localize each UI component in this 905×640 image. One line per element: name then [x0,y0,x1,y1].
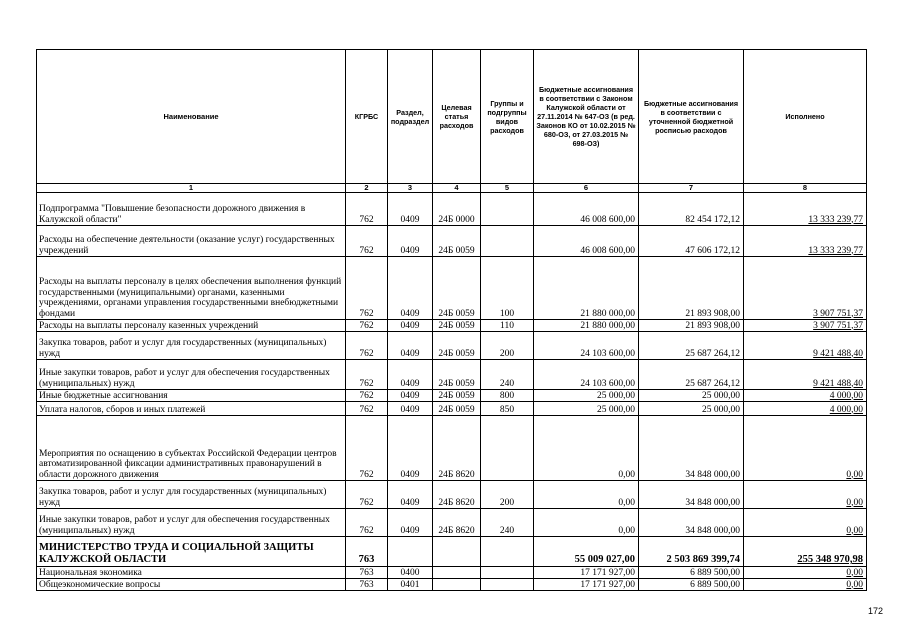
razdel-cell: 0409 [388,390,433,402]
expense-type-cell: 200 [481,481,534,509]
row-name: Мероприятия по оснащению в субъектах Российской Федерации центров автоматизированной фиксации административных правонарушений в области дорожного движения [37,416,346,481]
target-article-cell: 24Б 0059 [433,390,481,402]
row-name: Закупка товаров, работ и услуг для государственных (муниципальных) нужд [37,481,346,509]
razdel-cell: 0409 [388,332,433,360]
header-row [37,50,867,184]
razdel-cell: 0409 [388,402,433,416]
expense-type-cell: 240 [481,360,534,390]
executed-cell: 0,00 [744,509,867,537]
table-row [37,509,867,537]
target-article-cell [433,537,481,567]
budget-refined-cell: 2 503 869 399,74 [639,537,744,567]
row-name: МИНИСТЕРСТВО ТРУДА И СОЦИАЛЬНОЙ ЗАЩИТЫ КАЛУЖСКОЙ ОБЛАСТИ [37,537,346,567]
kgrbs-cell: 763 [346,567,388,579]
target-article-cell: 24Б 8620 [433,416,481,481]
budget-refined-cell: 25 687 264,12 [639,360,744,390]
kgrbs-cell: 762 [346,320,388,332]
executed-cell: 9 421 488,40 [744,332,867,360]
column-number: 8 [744,184,867,193]
budget-refined-cell: 6 889 500,00 [639,579,744,591]
kgrbs-cell: 762 [346,332,388,360]
executed-cell: 0,00 [744,481,867,509]
expense-type-cell [481,567,534,579]
target-article-cell: 24Б 0059 [433,257,481,320]
header-budget-refined: Бюджетные ассигнования в соответствии с уточненной бюджетной росписью расходов [639,50,744,184]
table-row [37,402,867,416]
row-name: Расходы на выплаты персоналу казенных учреждений [37,320,346,332]
expense-type-cell [481,226,534,257]
budget-refined-cell: 82 454 172,12 [639,193,744,226]
budget-law-cell: 0,00 [534,416,639,481]
kgrbs-cell: 762 [346,416,388,481]
budget-refined-cell: 6 889 500,00 [639,567,744,579]
target-article-cell: 24Б 0059 [433,226,481,257]
table-row [37,226,867,257]
budget-refined-cell: 25 000,00 [639,390,744,402]
kgrbs-cell: 763 [346,579,388,591]
kgrbs-cell: 762 [346,257,388,320]
row-name: Иные бюджетные ассигнования [37,390,346,402]
budget-table-page [36,49,866,591]
target-article-cell [433,579,481,591]
budget-refined-cell: 34 848 000,00 [639,509,744,537]
budget-law-cell: 24 103 600,00 [534,332,639,360]
budget-law-cell: 17 171 927,00 [534,579,639,591]
table-row [37,320,867,332]
table-row [37,567,867,579]
expense-type-cell: 100 [481,257,534,320]
row-name: Иные закупки товаров, работ и услуг для обеспечения государственных (муниципальных) нужд [37,509,346,537]
budget-refined-cell: 34 848 000,00 [639,481,744,509]
page-number: 172 [868,606,884,616]
budget-refined-cell: 25 687 264,12 [639,332,744,360]
budget-law-cell: 0,00 [534,509,639,537]
target-article-cell [433,567,481,579]
header-name: Наименование [37,50,346,184]
budget-law-cell: 21 880 000,00 [534,257,639,320]
budget-execution-table [36,49,867,591]
budget-law-cell: 17 171 927,00 [534,567,639,579]
column-number: 3 [388,184,433,193]
row-name: Подпрограмма "Повышение безопасности дорожного движения в Калужской области" [37,193,346,226]
target-article-cell: 24Б 0059 [433,332,481,360]
razdel-cell: 0409 [388,509,433,537]
table-body [37,193,867,591]
budget-law-cell: 25 000,00 [534,390,639,402]
column-number: 4 [433,184,481,193]
expense-type-cell: 200 [481,332,534,360]
executed-cell: 255 348 970,98 [744,537,867,567]
budget-refined-cell: 21 893 908,00 [639,257,744,320]
razdel-cell: 0400 [388,567,433,579]
column-number: 2 [346,184,388,193]
row-name: Расходы на обеспечение деятельности (оказание услуг) государственных учреждений [37,226,346,257]
row-name: Закупка товаров, работ и услуг для государственных (муниципальных) нужд [37,332,346,360]
executed-cell: 9 421 488,40 [744,360,867,390]
executed-cell: 4 000,00 [744,390,867,402]
table-row [37,579,867,591]
expense-type-cell: 800 [481,390,534,402]
target-article-cell: 24Б 0000 [433,193,481,226]
table-row [37,390,867,402]
budget-law-cell: 21 880 000,00 [534,320,639,332]
executed-cell: 0,00 [744,567,867,579]
table-row [37,257,867,320]
header-kgrbs: КГРБС [346,50,388,184]
table-row [37,416,867,481]
kgrbs-cell: 762 [346,402,388,416]
target-article-cell: 24Б 8620 [433,481,481,509]
column-number: 5 [481,184,534,193]
expense-type-cell [481,416,534,481]
table-row [37,332,867,360]
razdel-cell [388,537,433,567]
row-name: Общеэкономические вопросы [37,579,346,591]
table-row [37,360,867,390]
expense-type-cell [481,193,534,226]
row-name: Национальная экономика [37,567,346,579]
kgrbs-cell: 762 [346,481,388,509]
executed-cell: 4 000,00 [744,402,867,416]
razdel-cell: 0409 [388,226,433,257]
budget-law-cell: 0,00 [534,481,639,509]
expense-type-cell: 110 [481,320,534,332]
budget-refined-cell: 34 848 000,00 [639,416,744,481]
budget-refined-cell: 25 000,00 [639,402,744,416]
razdel-cell: 0409 [388,193,433,226]
header-budget-law: Бюджетные ассигнования в соответствии с Законом Калужской области от 27.11.2014 № 647-ОЗ (в ред. Законов КО от 10.02.2015 № 680-ОЗ, от 27.03.2015 № 698-ОЗ) [534,50,639,184]
expense-type-cell: 850 [481,402,534,416]
expense-type-cell: 240 [481,509,534,537]
kgrbs-cell: 763 [346,537,388,567]
executed-cell: 0,00 [744,579,867,591]
column-number: 7 [639,184,744,193]
budget-law-cell: 25 000,00 [534,402,639,416]
executed-cell: 13 333 239,77 [744,226,867,257]
budget-law-cell: 24 103 600,00 [534,360,639,390]
razdel-cell: 0409 [388,481,433,509]
header-executed: Исполнено [744,50,867,184]
column-number-row [37,184,867,193]
column-number: 1 [37,184,346,193]
executed-cell: 0,00 [744,416,867,481]
kgrbs-cell: 762 [346,360,388,390]
target-article-cell: 24Б 0059 [433,402,481,416]
expense-type-cell [481,579,534,591]
budget-law-cell: 46 008 600,00 [534,226,639,257]
expense-type-cell [481,537,534,567]
executed-cell: 13 333 239,77 [744,193,867,226]
budget-refined-cell: 47 606 172,12 [639,226,744,257]
table-row [37,193,867,226]
column-number: 6 [534,184,639,193]
budget-law-cell: 46 008 600,00 [534,193,639,226]
razdel-cell: 0409 [388,416,433,481]
kgrbs-cell: 762 [346,509,388,537]
razdel-cell: 0401 [388,579,433,591]
kgrbs-cell: 762 [346,226,388,257]
header-razdel: Раздел, подраздел [388,50,433,184]
kgrbs-cell: 762 [346,193,388,226]
target-article-cell: 24Б 0059 [433,360,481,390]
budget-refined-cell: 21 893 908,00 [639,320,744,332]
razdel-cell: 0409 [388,257,433,320]
kgrbs-cell: 762 [346,390,388,402]
razdel-cell: 0409 [388,320,433,332]
header-target-article: Целевая статья расходов [433,50,481,184]
target-article-cell: 24Б 0059 [433,320,481,332]
target-article-cell: 24Б 8620 [433,509,481,537]
budget-law-cell: 55 009 027,00 [534,537,639,567]
razdel-cell: 0409 [388,360,433,390]
row-name: Уплата налогов, сборов и иных платежей [37,402,346,416]
row-name: Иные закупки товаров, работ и услуг для обеспечения государственных (муниципальных) нужд [37,360,346,390]
table-row [37,481,867,509]
row-name: Расходы на выплаты персоналу в целях обеспечения выполнения функций государственными (муниципальными) органами, казенными учреждениями, органами управления государственными внебюджетными фондами [37,257,346,320]
header-expense-type: Группы и подгруппы видов расходов [481,50,534,184]
executed-cell: 3 907 751,37 [744,257,867,320]
table-row [37,537,867,567]
executed-cell: 3 907 751,37 [744,320,867,332]
